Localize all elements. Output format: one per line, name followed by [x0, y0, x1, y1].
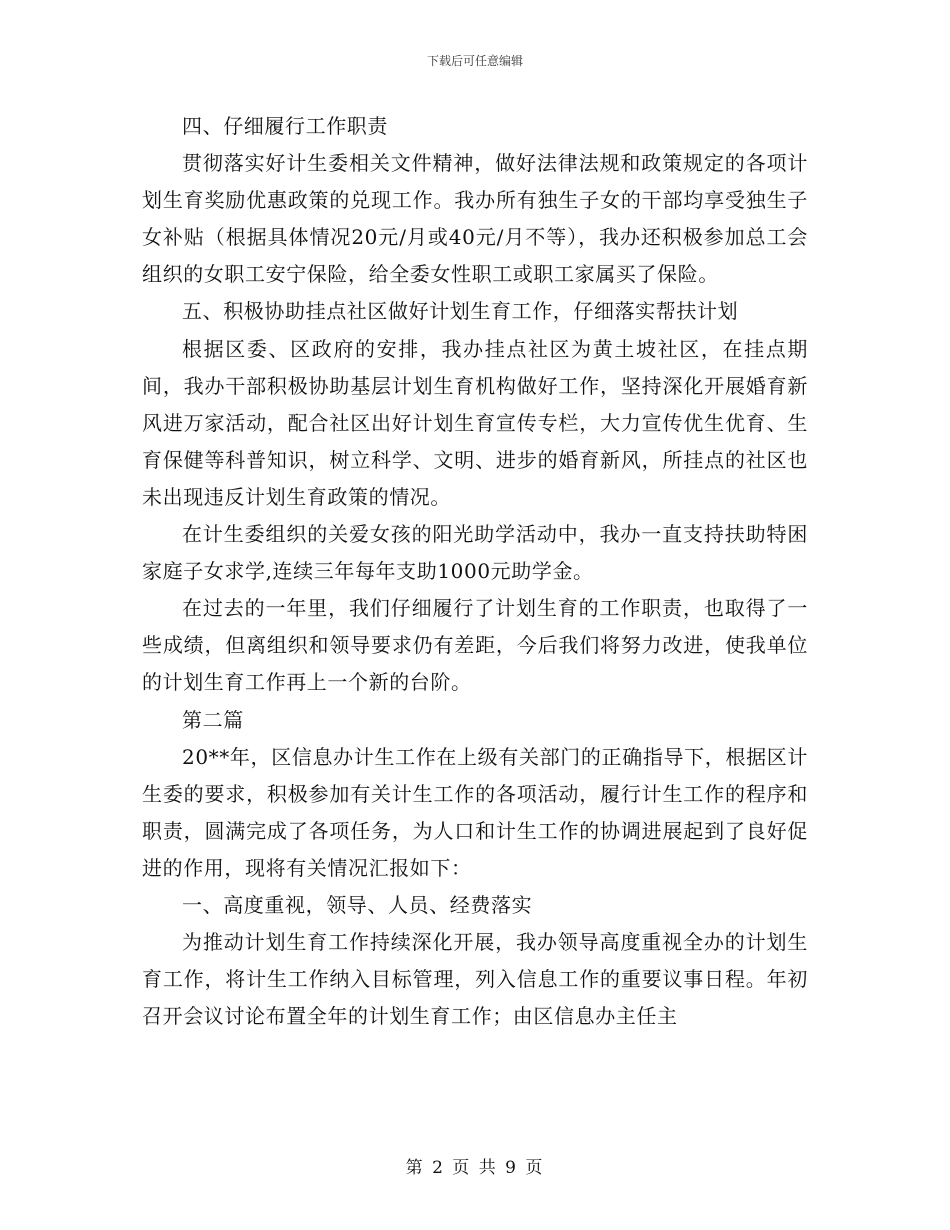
section-heading-community: 五、积极协助挂点社区做好计划生育工作，仔细落实帮扶计划 [182, 299, 739, 324]
page-number: 第 2 页 共 9 页 [405, 1158, 545, 1178]
part-title-second: 第二篇 [182, 707, 244, 732]
page-header: 下载后可任意编辑 [426, 54, 523, 68]
paragraph-leadership-body: 为推动计划生育工作持续深化开展，我办领导高度重视全办的计划生育工作，将计生工作纳入目标管理，列入信息工作的重要议事日程。年初召开会议讨论布置全年的计划生育工作；由区信息办主任主 [142, 930, 808, 1029]
paragraph-duty-body: 贯彻落实好计生委相关文件精神，做好法律法规和政策规定的各项计划生育奖励优惠政策的兑现工作。我办所有独生子女的干部均享受独生子女补贴（根据具体情况20元/月或40元/月不等），我办还积极参加总工会组织的女职工安宁保险，给全委女性职工或职工家属买了保险。 [142, 151, 808, 287]
paragraph-summary: 在过去的一年里，我们仔细履行了计划生育的工作职责，也取得了一些成绩，但离组织和领导要求仍有差距，今后我们将努力改进，使我单位的计划生育工作再上一个新的台阶。 [142, 596, 808, 695]
paragraph-scholarship: 在计生委组织的关爱女孩的阳光助学活动中，我办一直支持扶助特困家庭子女求学,连续三年每年支助1000元助学金。 [142, 522, 808, 584]
section-heading-duty: 四、仔细履行工作职责 [182, 114, 388, 138]
document-body [142, 108, 808, 1035]
paragraph-second-intro: 20**年，区信息办计生工作在上级有关部门的正确指导下，根据区计生委的要求，积极参加有关计生工作的各项活动，履行计生工作的程序和职责，圆满完成了各项任务，为人口和计生工作的协调进展起到了良好促进的作用，现将有关情况汇报如下： [142, 744, 808, 880]
paragraph-community-body: 根据区委、区政府的安排，我办挂点社区为黄土坡社区，在挂点期间，我办干部积极协助基层计划生育机构做好工作，坚持深化开展婚育新风进万家活动，配合社区出好计划生育宣传专栏，大力宣传优生优育、生育保健等科普知识，树立科学、文明、进步的婚育新风，所挂点的社区也未出现违反计划生育政策的情况。 [142, 336, 808, 509]
section-heading-leadership: 一、高度重视，领导、人员、经费落实 [182, 892, 533, 917]
